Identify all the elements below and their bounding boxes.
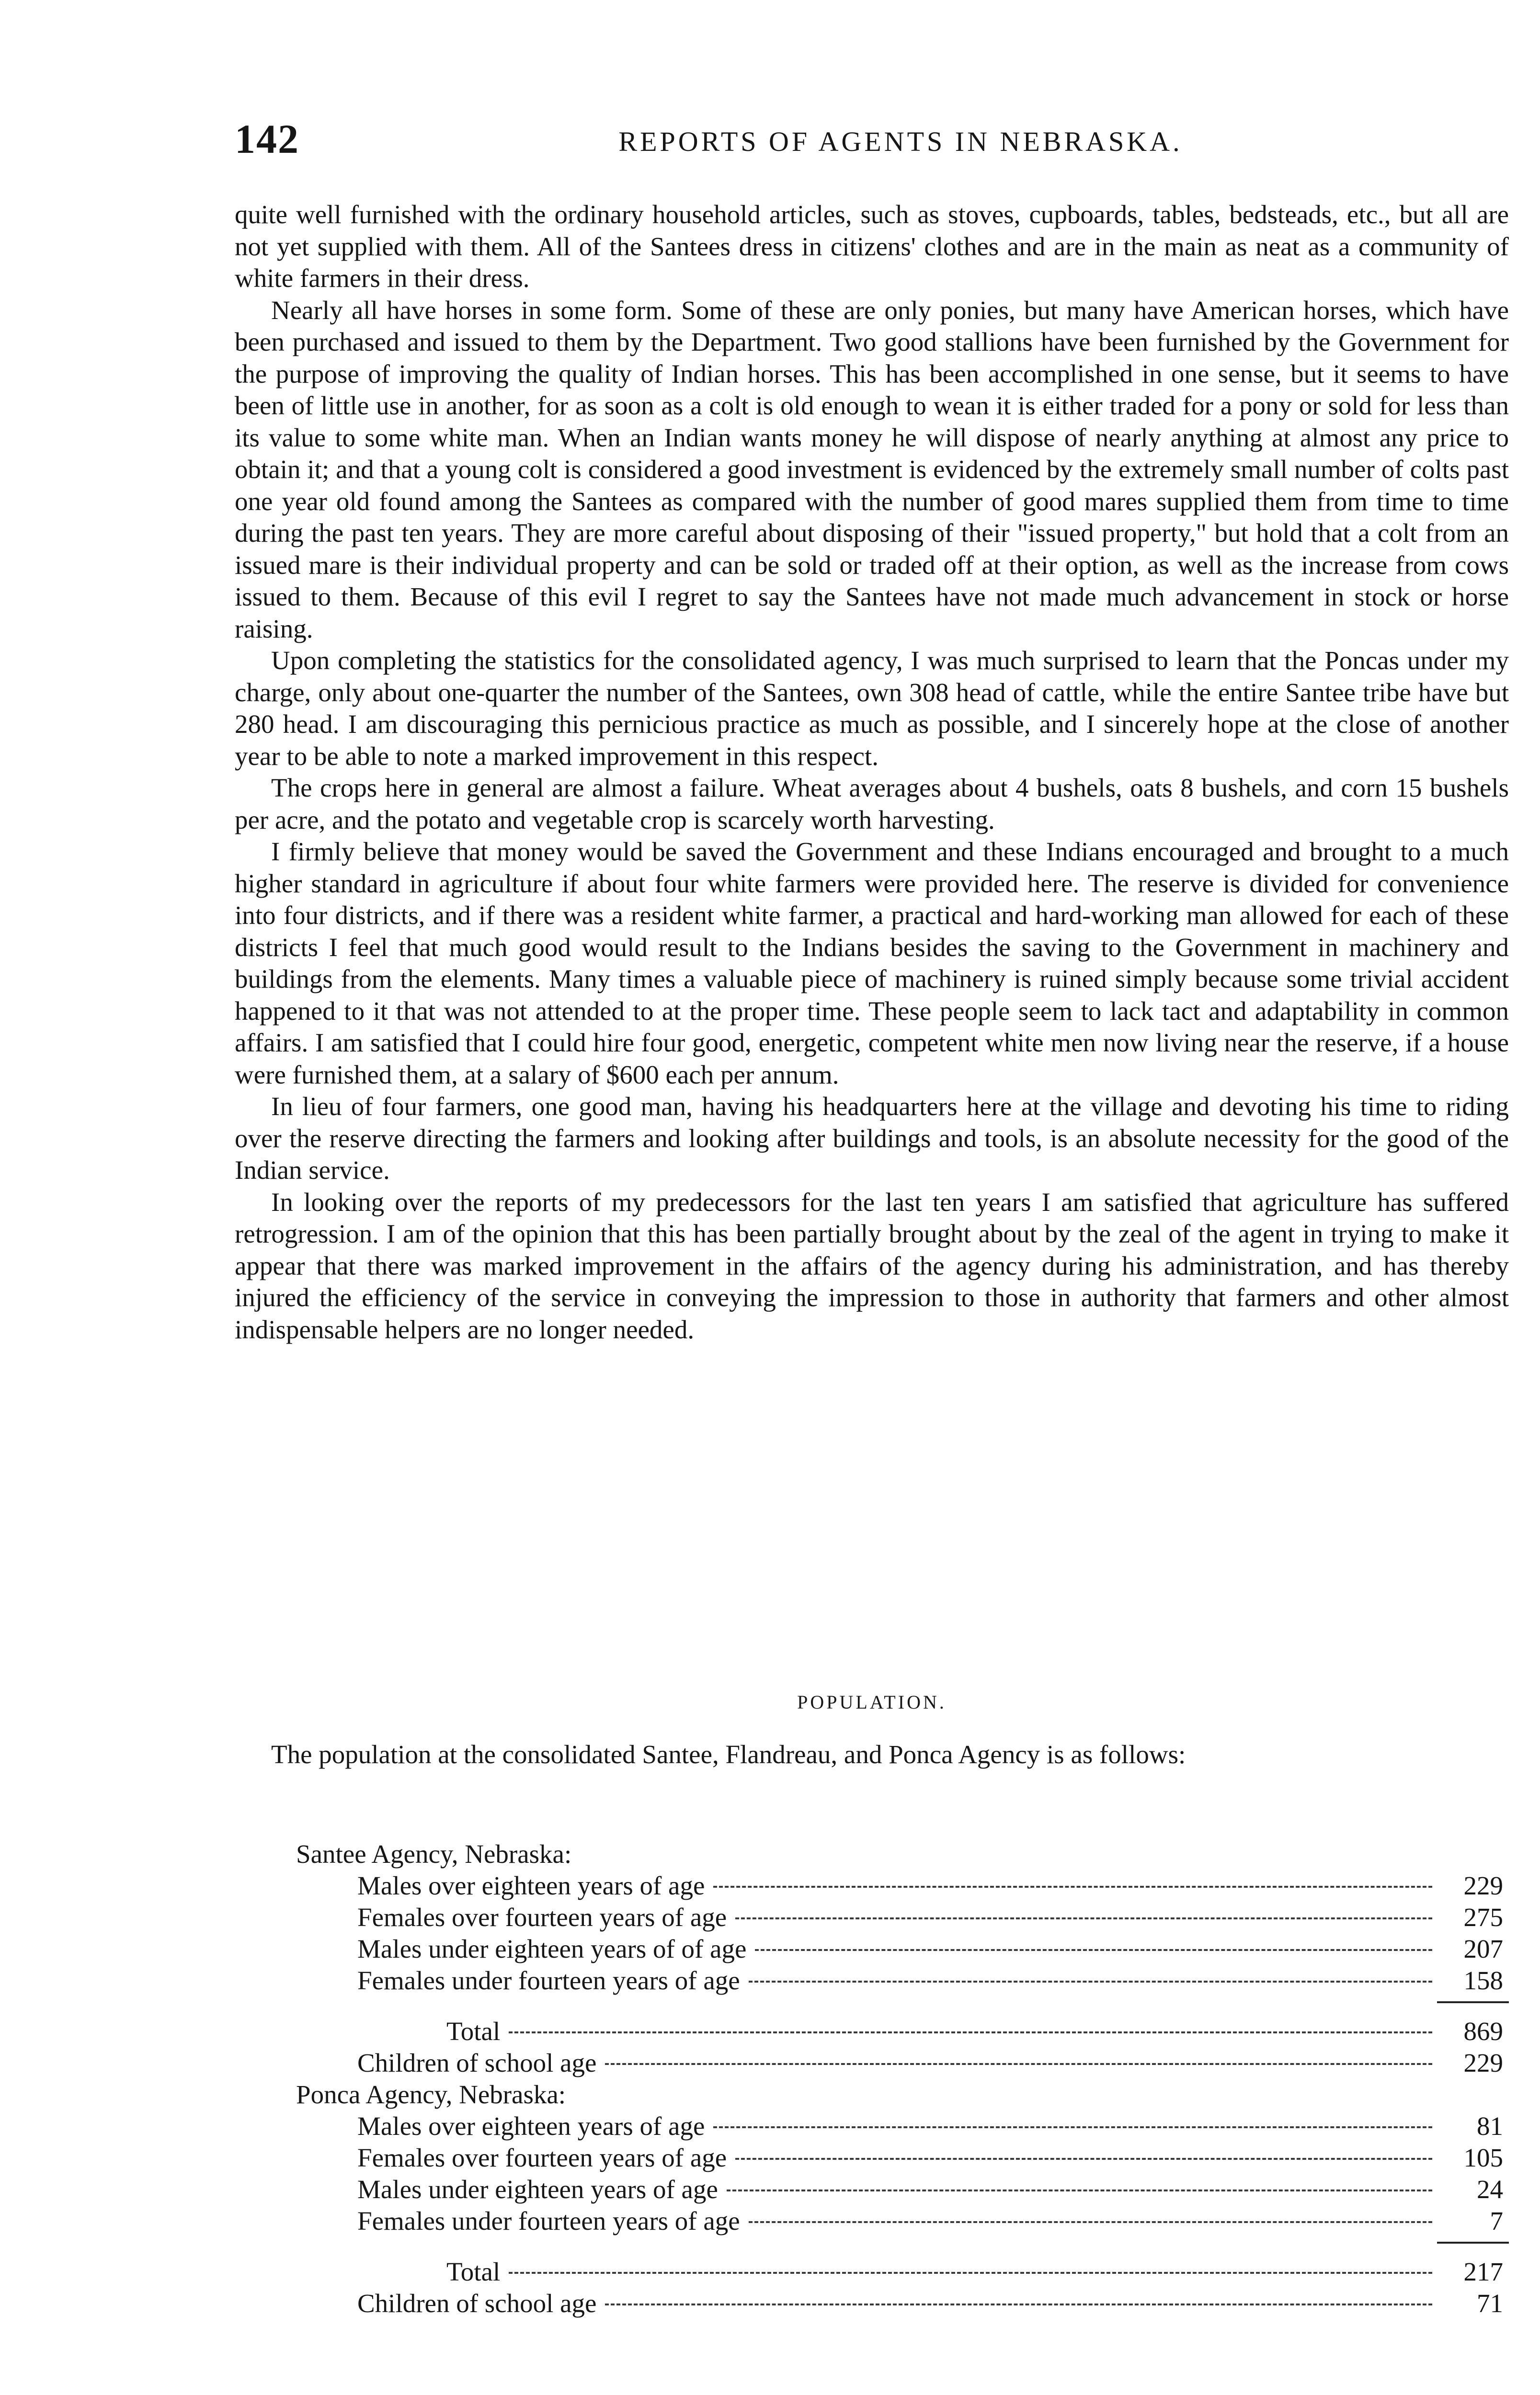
sum-rule [1437, 2242, 1509, 2244]
paragraph-crops: The crops here in general are almost a failure. Wheat averages about 4 bushels, oats 8 bushels, and corn 15 bushels per acre, and the potato and vegetable crop is scarcely worth harvesting. [235, 773, 1509, 834]
row-label: Males under eighteen years of age [357, 2175, 718, 2204]
population-intro: The population at the consolidated Santee, Flandreau, and Ponca Agency is as follows: [271, 1740, 1186, 1769]
row-label: Females over fourteen years of age [357, 2143, 727, 2172]
total-label: Total [446, 2257, 501, 2286]
dot-leader [749, 2221, 1432, 2223]
report-body [235, 199, 1509, 1346]
row-label: Males over eighteen years of age [357, 2111, 705, 2141]
total-value: 217 [1463, 2257, 1503, 2286]
paragraph-household: quite well furnished with the ordinary household articles, such as stoves, cupboards, tables, bedsteads, etc., but all are not yet supplied with them. All of the Santees dress in citizens' clothes and are in the main as neat as a community of white farmers in their dress. [235, 200, 1509, 293]
dot-leader [749, 1981, 1432, 1983]
paragraph-retrogression: In looking over the reports of my predecessors for the last ten years I am satisfied that agriculture has suffered retrogression. I am of the opinion that this has been partially brought about by the zeal of the agent in trying to make it appear that there was marked improvement in the affairs of the agency during his administration, and has thereby injured the efficiency of the service in conveying the impression to those in authority that farmers and other almost indispensable helpers are no longer needed. [235, 1187, 1509, 1344]
row-value: 158 [1463, 1966, 1503, 1995]
santee-agency-heading: Santee Agency, Nebraska: [296, 1839, 572, 1869]
population-table [235, 1838, 1509, 2319]
santee-school-row [235, 2047, 1509, 2079]
row-label: Males over eighteen years of age [357, 1871, 705, 1900]
dot-leader [509, 2272, 1432, 2274]
school-age-label: Children of school age [357, 2048, 597, 2077]
ponca-row [235, 2142, 1509, 2174]
row-label: Males under eighteen years of of age [357, 1934, 747, 1963]
row-value: 207 [1463, 1934, 1503, 1963]
dot-leader [605, 2063, 1432, 2065]
dot-leader [509, 2031, 1432, 2033]
school-age-label: Children of school age [357, 2289, 597, 2318]
row-value: 24 [1477, 2175, 1503, 2204]
paragraph-farmers: I firmly believe that money would be saved the Government and these Indians encouraged and brought to a much higher standard in agriculture if about four white farmers were provided here. The reserve is divided for convenience into four districts, and if there was a resident white farmer, a practical and hard-working man allowed for each of these districts I feel that much good would result to the Indians besides the saving to the Government in machinery and buildings from the elements. Many times a valuable piece of machinery is ruined simply because some trivial accident happened to it that was not attended to at the proper time. These people seem to lack tact and adaptability in common affairs. I am satisfied that I could hire four good, energetic, competent white men now living near the reserve, if a house were furnished them, at a salary of $600 each per annum. [235, 837, 1509, 1089]
ponca-total-row [235, 2256, 1509, 2288]
paragraph-headquarters: In lieu of four farmers, one good man, having his headquarters here at the village and devoting his time to riding over the reserve directing the farmers and looking after buildings and tools, is an absolute necessity for the good of the Indian service. [235, 1092, 1509, 1185]
sum-rule [1437, 2001, 1509, 2003]
row-value: 275 [1463, 1903, 1503, 1932]
school-age-value: 71 [1477, 2289, 1503, 2318]
dot-leader [605, 2304, 1432, 2305]
population-heading: POPULATION. [797, 1691, 947, 1713]
row-label: Females under fourteen years of age [357, 2206, 740, 2235]
ponca-school-row [235, 2288, 1509, 2319]
row-value: 7 [1490, 2206, 1503, 2235]
paragraph-cattle: Upon completing the statistics for the consolidated agency, I was much surprised to learn that the Poncas under my charge, only about one-quarter the number of the Santees, own 308 head of cattle, while the entire Santee tribe have but 280 head. I am discouraging this pernicious practice as much as possible, and I sincerely hope at the close of another year to be able to note a marked improvement in this respect. [235, 646, 1509, 771]
dot-leader [713, 2126, 1432, 2128]
school-age-value: 229 [1463, 2048, 1503, 2077]
santee-row [235, 1870, 1509, 1902]
dot-leader [727, 2190, 1432, 2191]
dot-leader [735, 2158, 1432, 2160]
page-number: 142 [235, 116, 299, 162]
row-value: 229 [1463, 1871, 1503, 1900]
santee-row [235, 1902, 1509, 1933]
ponca-row [235, 2174, 1509, 2205]
running-head: REPORTS OF AGENTS IN NEBRASKA. [618, 126, 1183, 157]
total-value: 869 [1463, 2017, 1503, 2046]
santee-row [235, 1965, 1509, 1996]
row-label: Females over fourteen years of age [357, 1903, 727, 1932]
sum-rule-row [235, 2237, 1509, 2256]
row-value: 81 [1477, 2111, 1503, 2141]
dot-leader [735, 1917, 1432, 1919]
sum-rule-row [235, 1996, 1509, 2016]
ponca-row [235, 2110, 1509, 2142]
dot-leader [755, 1949, 1432, 1951]
paragraph-horses: Nearly all have horses in some form. Some of these are only ponies, but many have American horses, which have been purchased and issued to them by the Department. Two good stallions have been furnished by the Government for the purpose of improving the quality of Indian horses. This has been accomplished in one sense, but it seems to have been of little use in another, for as soon as a colt is old enough to wean it is either traded for a pony or sold for less than its value to some white man. When an Indian wants money he will dispose of nearly anything at almost any price to obtain it; and that a young colt is considered a good investment is evidenced by the extremely small number of colts past one year old found among the Santees as compared with the number of good mares supplied them from time to time during the past ten years. They are more careful about disposing of their "issued property," but hold that a colt from an issued mare is their individual property and can be sold or traded off at their option, as well as the increase from cows issued to them. Because of this evil I regret to say the Santees have not made much advancement in stock or horse raising. [235, 295, 1509, 643]
page-header [235, 115, 1509, 168]
ponca-agency-heading: Ponca Agency, Nebraska: [296, 2080, 566, 2109]
row-label: Females under fourteen years of age [357, 1966, 740, 1995]
total-label: Total [446, 2017, 501, 2046]
row-value: 105 [1463, 2143, 1503, 2172]
ponca-row [235, 2205, 1509, 2237]
santee-total-row [235, 2016, 1509, 2047]
santee-row [235, 1933, 1509, 1965]
dot-leader [713, 1886, 1432, 1888]
